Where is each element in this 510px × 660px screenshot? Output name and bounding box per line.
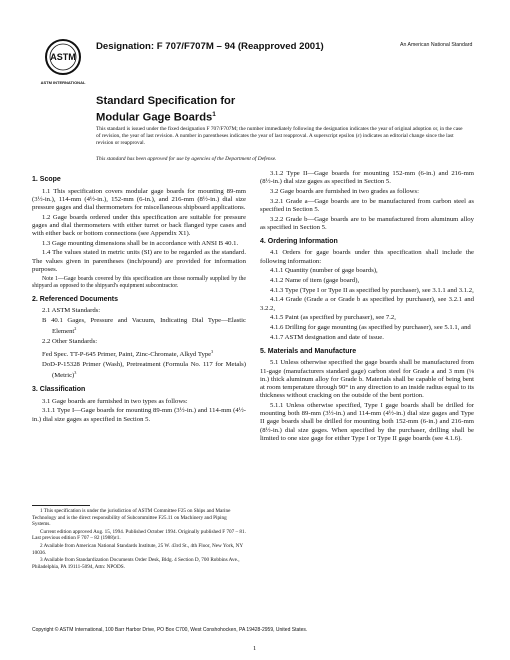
paragraph-4-1-6: 4.1.6 Drilling for gage mounting (as specified by purchaser), see 5.1.1, and [270, 324, 471, 332]
title-footnote-ref: 1 [212, 111, 216, 118]
paragraph-4-1-7: 4.1.7 ASTM designation and date of issue. [270, 333, 384, 341]
left-column [32, 170, 246, 425]
page-number: 1 [253, 645, 257, 652]
paragraph-4-1: 4.1 Orders for gage boards under this specification shall include the following information: [260, 249, 474, 265]
paragraph-4-1-4: 4.1.4 Grade (Grade a or Grade b as specified by purchaser), see 3.2.1 and 3.2.2, [260, 296, 474, 312]
section-heading-referenced-documents: 2. Referenced Documents [32, 295, 118, 303]
astm-logo [40, 38, 86, 88]
paragraph-3-1: 3.1 Gage boards are furnished in two types as follows: [42, 397, 188, 405]
organization-label: An American National Standard [400, 42, 473, 48]
designation-notice: This standard is issued under the fixed designation F 707/F707M; the number immediately following the designation indicates the year of original adoption or, in the case of revision, the year of last revision. A number in parentheses indicates the year of last reapproval. A superscript epsilon (ε) indicates an editorial change since the last revision or reapproval. [96, 126, 463, 146]
paragraph-4-1-2: 4.1.2 Name of item (gage board), [270, 277, 360, 285]
footnote-3: 3 Available from Standardization Documents Order Desk, Bldg. 4 Section D, 700 Robbins Ave., Philadelphia, PA 19111-5094, Attn: NPODS. [32, 557, 240, 570]
paragraph-3-2-2: 3.2.2 Grade b—Gage boards are to be manufactured from aluminum alloy as specified in Section 5. [260, 215, 474, 231]
reference-fed-spec: Fed Spec. TT-P-645 Primer, Paint, Zinc-Chromate, Alkyd Type$^3$ [42, 348, 214, 358]
paragraph-1-2: 1.2 Gage boards ordered under this specification are suitable for pressure gages and dial thermometers with either turret or back flanged type cases and with either back or bottom connections (see Appendix X1). [32, 213, 246, 238]
footnote-rule [32, 505, 90, 506]
paragraph-4-1-5: 4.1.5 Paint (as specified by purchaser), see 7.2, [270, 314, 396, 322]
paragraph-3-2: 3.2 Gage boards are furnished in two grades as follows: [270, 187, 419, 195]
paragraph-5-1: 5.1 Unless otherwise specified the gage boards shall be manufactured from 11-gage (manufacturers standard gage) carbon steel for Grade a and 3 mm (⅛ in.) thick aluminum alloy for Grade b. Materials shall be capable of being bent at room temperature through 90° in any direction to an inside radius equal to its thickness without cracking on the outside of the bent portion. [260, 359, 474, 400]
title-line-1: Standard Specification for [96, 95, 236, 107]
title-line-2: Modular Gage Boards$^1$ [96, 111, 216, 124]
footnote-2: 2 Available from American National Standards Institute, 25 W. 43rd St., 4th Floor, New York, NY 10036. [32, 542, 243, 556]
reference-dod: DoD-P-15328 Primer (Wash), Pretreatment (Formula No. 117 for Metals) (Metric)$^3$ [42, 360, 246, 379]
paragraph-4-1-1: 4.1.1 Quantity (number of gage boards), [270, 267, 378, 275]
paragraph-1-1: 1.1 This specification covers modular gage boards for mounting 89-mm (3½-in.), 114-mm (4½-in.), 152-mm (6-in.), and 216-mm (8½-in.) dial size pressure gages and dial thermometers for miscellaneous shipboard applications. [32, 187, 246, 211]
footnotes [32, 508, 246, 571]
paragraph-5-1-1: 5.1.1 Unless otherwise specified, Type I gage boards shall be drilled for mounting both 89-mm (3½-in.) and 114-mm (4½-in.) dial size gages and Type II gage boards shall be drilled for mounting both 152-mm (6-in.) and 216-mm (8½-in.) dial size gages. When specified by the purchaser, drilling shall be limited to one size gage for either Type I or Type II gage boards (see 4.1.6). [260, 401, 474, 442]
paragraph-3-1-1: 3.1.1 Type I—Gage boards for mounting 89-mm (3½-in.) and 114-mm (4½-in.) dial size gages as specified in Section 5. [32, 407, 246, 423]
dod-notice: This standard has been approved for use by agencies of the Department of Defense. [96, 156, 277, 162]
paragraph-3-2-1: 3.2.1 Grade a—Gage boards are to be manufactured from carbon steel as specified in Section 5. [260, 197, 474, 213]
document-title [96, 95, 426, 125]
paragraph-1-4: 1.4 The values stated in metric units (SI) are to be regarded as the standard. The values given in parentheses (inch/pound) are provided for information purposes. [32, 249, 246, 273]
note-1: Note 1—Gage boards covered by this specification are those normally supplied by the shipyard as opposed to the shipyard's equipment subcontractor. [32, 275, 246, 289]
paragraph-4-1-3: 4.1.3 Type (Type I or Type II as specified by purchaser), see 3.1.1 and 3.1.2, [270, 286, 474, 294]
logo-caption: ASTM INTERNATIONAL [40, 80, 86, 85]
designation: Designation: F 707/F707M – 94 (Reapproved 2001) [96, 41, 324, 52]
paragraph-2-1: 2.1 ASTM Standards: [42, 307, 101, 315]
section-heading-ordering-information: 4. Ordering Information [260, 237, 338, 245]
paragraph-3-1-2: 3.1.2 Type II—Gage boards for mounting 152-mm (6-in.) and 216-mm (8½-in.) dial size gages as specified in Section 5. [260, 170, 474, 186]
section-heading-materials: 5. Materials and Manufacture [260, 347, 357, 355]
svg-text:ASTM: ASTM [50, 52, 76, 62]
copyright-line: Copyright © ASTM International, 100 Barr Harbor Drive, PO Box C700, West Conshohocken, PA 19428-2959, United States. [32, 627, 308, 633]
footnote-1-edition: Current edition approved Aug. 15, 1994. Published October 1994. Originally published F 707 – 81. Last previous edition F 707 – 82 (1988)ε1. [32, 528, 246, 542]
paragraph-2-2: 2.2 Other Standards: [42, 337, 98, 345]
section-heading-classification: 3. Classification [32, 386, 86, 394]
footnote-1: 1 This specification is under the jurisdiction of ASTM Committee F25 on Ships and Marine Technology and is the direct responsibility of Subcommittee F25.11 on Machinery and Piping Systems. [32, 508, 231, 528]
paragraph-1-3: 1.3 Gage mounting dimensions shall be in accordance with ANSI B 40.1. [42, 239, 239, 247]
section-heading-scope: 1. Scope [32, 176, 61, 183]
reference-b40-1: B 40.1 Gages, Pressure and Vacuum, Indicating Dial Type—Elastic Element$^2$ [42, 316, 246, 336]
right-column [260, 170, 474, 444]
